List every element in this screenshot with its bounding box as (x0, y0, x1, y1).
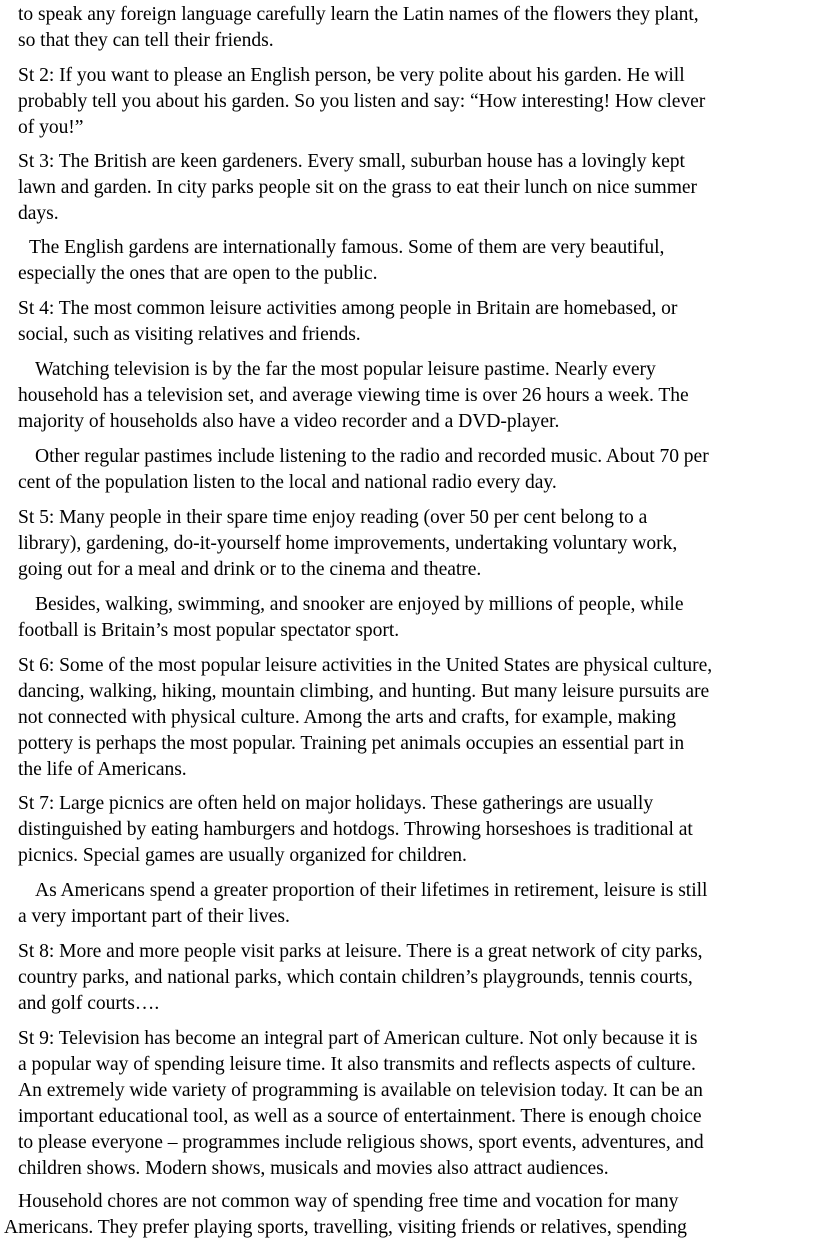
paragraph-household-chores (4, 1189, 816, 1241)
text-line: to please everyone – programmes include religious shows, sport events, adventures, and (18, 1132, 704, 1153)
paragraph-st2 (18, 63, 816, 141)
text-line: St 8: More and more people visit parks at leisure. There is a great network of city parks, (18, 941, 703, 962)
text-line: of you!” (18, 117, 84, 138)
text-line: Besides, walking, swimming, and snooker are enjoyed by millions of people, while (35, 594, 684, 615)
text-line: Other regular pastimes include listening to the radio and recorded music. About 70 per (35, 446, 709, 467)
text-line: a popular way of spending leisure time. It also transmits and reflects aspects of culture. (18, 1054, 696, 1075)
paragraph-st8 (18, 939, 816, 1017)
paragraph-english-gardens (18, 235, 816, 287)
text-line: St 6: Some of the most popular leisure activities in the United States are physical culture, (18, 655, 713, 676)
text-line: days. (18, 203, 59, 224)
text-line: going out for a meal and drink or to the cinema and theatre. (18, 559, 482, 580)
text-line: St 3: The British are keen gardeners. Every small, suburban house has a lovingly kept (18, 151, 685, 172)
paragraph-st5 (18, 505, 816, 583)
text-line: majority of households also have a video recorder and a DVD-player. (18, 411, 560, 432)
paragraph-st4 (18, 296, 816, 348)
text-line: Americans. They prefer playing sports, travelling, visiting friends or relatives, spending (4, 1217, 687, 1238)
text-line: dancing, walking, hiking, mountain climbing, and hunting. But many leisure pursuits are (18, 681, 710, 702)
text-line: not connected with physical culture. Among the arts and crafts, for example, making (18, 707, 677, 728)
text-line: so that they can tell their friends. (18, 30, 274, 51)
paragraph-television-britain (18, 357, 816, 435)
text-line: St 4: The most common leisure activities among people in Britain are homebased, or (18, 298, 678, 319)
text-line: football is Britain’s most popular spectator sport. (18, 620, 400, 641)
text-line: important educational tool, as well as a source of entertainment. There is enough choice (18, 1106, 702, 1127)
text-line: As Americans spend a greater proportion of their lifetimes in retirement, leisure is still (35, 880, 708, 901)
text-line: St 5: Many people in their spare time enjoy reading (over 50 per cent belong to a (18, 507, 648, 528)
text-line: An extremely wide variety of programming is available on television today. It can be an (18, 1080, 703, 1101)
text-line: lawn and garden. In city parks people sit on the grass to eat their lunch on nice summer (18, 177, 698, 198)
text-line: the life of Americans. (18, 759, 187, 780)
paragraph-latin-names (18, 2, 816, 54)
text-line: Watching television is by the far the most popular leisure pastime. Nearly every (35, 359, 656, 380)
text-line: The English gardens are internationally famous. Some of them are very beautiful, (29, 237, 665, 258)
text-line: social, such as visiting relatives and friends. (18, 324, 361, 345)
text-line: St 9: Television has become an integral part of American culture. Not only because it is (18, 1028, 698, 1049)
text-line: children shows. Modern shows, musicals and movies also attract audiences. (18, 1158, 609, 1179)
paragraph-retirement (18, 878, 816, 930)
text-line: St 7: Large picnics are often held on major holidays. These gatherings are usually (18, 793, 654, 814)
text-line: library), gardening, do-it-yourself home improvements, undertaking voluntary work, (18, 533, 678, 554)
text-line: household has a television set, and average viewing time is over 26 hours a week. The (18, 385, 689, 406)
text-line: distinguished by eating hamburgers and hotdogs. Throwing horseshoes is traditional at (18, 819, 693, 840)
paragraph-st6 (18, 653, 816, 783)
text-line: St 2: If you want to please an English person, be very polite about his garden. He will (18, 65, 685, 86)
text-line: and golf courts…. (18, 993, 160, 1014)
text-line: probably tell you about his garden. So you listen and say: “How interesting! How clever (18, 91, 706, 112)
text-line: pottery is perhaps the most popular. Training pet animals occupies an essential part in (18, 733, 685, 754)
paragraph-st3 (18, 149, 816, 227)
paragraph-regular-pastimes (18, 444, 816, 496)
text-line: cent of the population listen to the local and national radio every day. (18, 472, 557, 493)
text-line: especially the ones that are open to the public. (18, 263, 378, 284)
text-line: Household chores are not common way of spending free time and vocation for many (18, 1191, 679, 1212)
text-line: picnics. Special games are usually organized for children. (18, 845, 467, 866)
paragraph-spectator-sport (18, 592, 816, 644)
text-line: to speak any foreign language carefully learn the Latin names of the flowers they plant, (18, 4, 699, 25)
text-line: country parks, and national parks, which contain children’s playgrounds, tennis courts, (18, 967, 693, 988)
paragraph-st7 (18, 791, 816, 869)
paragraph-st9 (18, 1026, 816, 1182)
text-line: a very important part of their lives. (18, 906, 290, 927)
